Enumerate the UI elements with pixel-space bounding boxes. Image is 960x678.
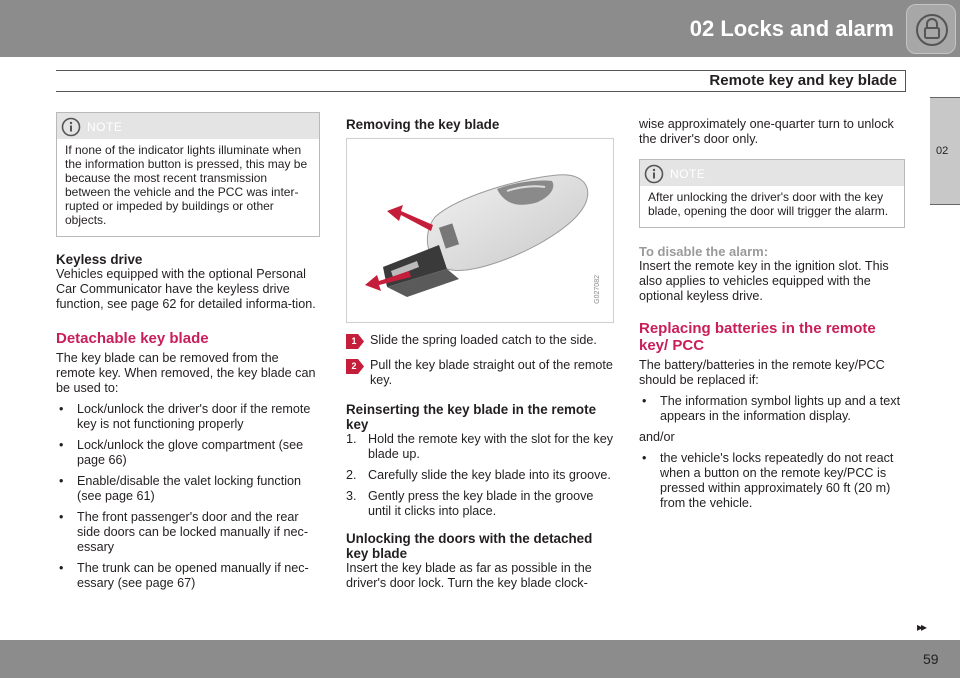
batteries-heading: Replacing batteries in the remote key/ PCC — [639, 320, 876, 354]
column-left — [56, 112, 320, 591]
note-label: NOTE — [670, 167, 706, 181]
section-title: Remote key and key blade — [709, 72, 897, 89]
batteries-list-1 — [639, 394, 905, 424]
and-or-text: and/or — [639, 430, 675, 444]
step-text: Pull the key blade straight out of the remote key. — [370, 358, 613, 387]
column-middle — [346, 112, 614, 591]
list-item: 1. Hold the remote key with the slot for the key blade up. — [346, 432, 613, 461]
step-2 — [346, 358, 614, 388]
batteries-text: The battery/batteries in the remote key/PCC should be replaced if: — [639, 358, 885, 387]
unlocking-heading: Unlocking the doors with the detached key blade — [346, 531, 593, 561]
info-icon — [644, 164, 664, 188]
note-label: NOTE — [87, 120, 123, 134]
unlocking-text-continued: wise approximately one-quarter turn to unlock the driver's door only. — [639, 117, 894, 146]
page-number: 59 — [923, 651, 939, 667]
key-blade-illustration — [346, 138, 614, 323]
figure-label-1: 1 — [411, 203, 417, 214]
disable-alarm-heading: To disable the alarm: — [639, 244, 769, 259]
keyless-text: Vehicles equipped with the optional Personal Car Communicator have the keyless drive function, see page 62 for detailed informa-tion. — [56, 267, 316, 311]
list-item: 3. Gently press the key blade in the groove until it clicks into place. — [346, 489, 594, 518]
list-item: • The trunk can be opened manually if nec-essary (see page 67) — [56, 561, 320, 591]
detachable-text: The key blade can be removed from the remote key. When removed, the key blade can be used to: — [56, 351, 316, 395]
list-item: • Enable/disable the valet locking function (see page 61) — [56, 474, 320, 504]
figure-label-2: 2 — [381, 285, 387, 296]
list-item: • The information symbol lights up and a text appears in the information display. — [639, 394, 905, 424]
list-item: • Lock/unlock the glove compartment (see page 66) — [56, 438, 320, 468]
detachable-heading: Detachable key blade — [56, 330, 209, 347]
note-header — [640, 160, 904, 186]
reinserting-list — [346, 432, 614, 519]
removing-heading: Removing the key blade — [346, 117, 500, 132]
step-1 — [346, 333, 614, 348]
list-item: 2. Carefully slide the key blade into its groove. — [346, 468, 611, 482]
step-badge-number: 2 — [351, 361, 357, 371]
list-item: • the vehicle's locks repeatedly do not react when a button on the remote key/PCC is pressed within approximately 60 ft (20 m) from the vehicle. — [639, 451, 905, 511]
keyless-heading: Keyless drive — [56, 252, 143, 267]
unlocking-text: Insert the key blade as far as possible in the driver's door lock. Turn the key blade clock- — [346, 561, 592, 590]
note-text: If none of the indicator lights illuminate when the information button is pressed, this may be because the most recent transmission between the vehicle and the PCC was inter-rupted or impeded by buildings or other objects. — [65, 143, 308, 227]
note-header — [57, 113, 319, 139]
continue-arrows-icon: ▸▸ — [917, 620, 926, 634]
note-box — [56, 112, 320, 237]
chapter-tab-label: 02 — [936, 145, 949, 157]
chapter-tab[interactable] — [930, 97, 960, 205]
step-badge-number: 1 — [351, 336, 357, 346]
chapter-title: 02 Locks and alarm — [689, 16, 894, 41]
figure-code: G027082 — [594, 275, 601, 304]
detachable-list — [56, 402, 320, 591]
footer-band — [0, 640, 960, 678]
note-text: After unlocking the driver's door with the key blade, opening the door will trigger the alarm. — [648, 190, 889, 218]
list-item: • The front passenger's door and the rear side doors can be locked manually if nec-essary — [56, 510, 320, 555]
disable-alarm-text: Insert the remote key in the ignition slot. This also applies to vehicles equipped with the optional keyless drive. — [639, 259, 889, 303]
step-text: Slide the spring loaded catch to the side. — [370, 333, 597, 347]
note-box — [639, 159, 905, 228]
batteries-list-2 — [639, 451, 905, 511]
padlock-icon — [906, 4, 956, 54]
list-item: • Lock/unlock the driver's door if the remote key is not functioning properly — [56, 402, 320, 432]
column-right — [639, 112, 905, 511]
info-icon — [61, 117, 81, 141]
reinserting-heading: Reinserting the key blade in the remote key — [346, 402, 597, 432]
section-bar — [56, 70, 906, 92]
